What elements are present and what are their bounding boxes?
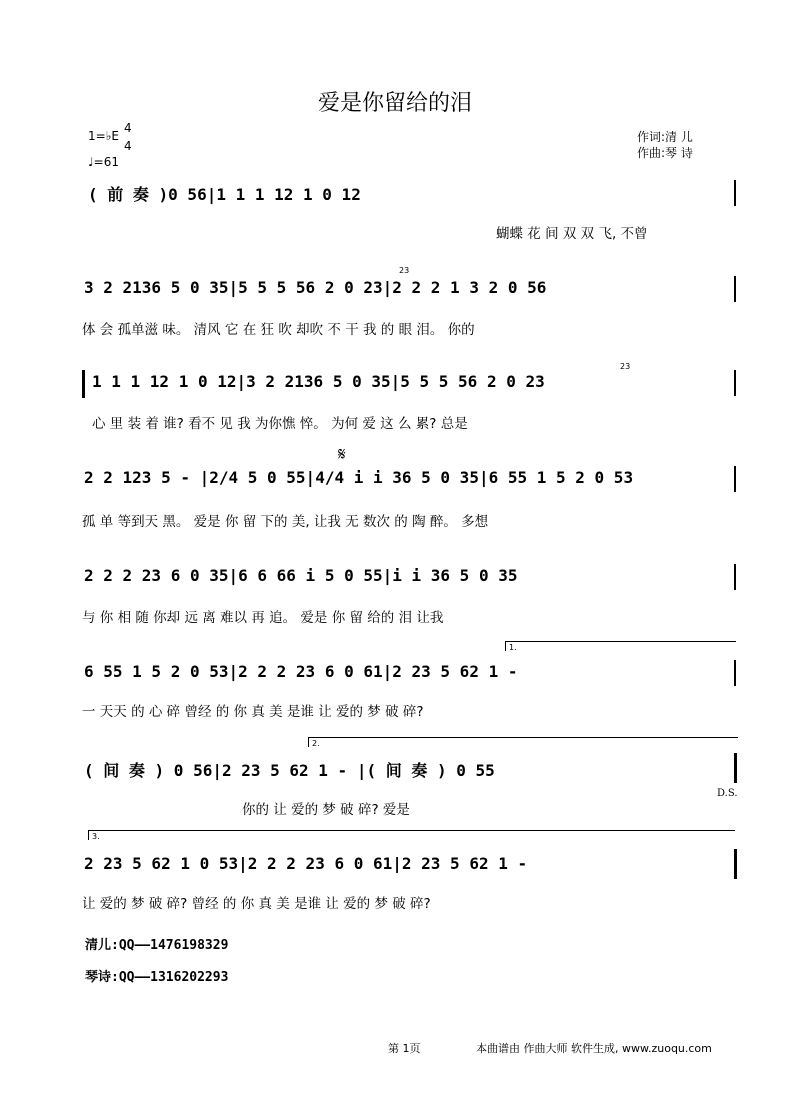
notation-row-8: 2 23 5 62 1 0 53|2 2 2 23 6 0 61|2 23 5 62 1 - bbox=[84, 854, 528, 873]
grace-note-label: 23 bbox=[399, 266, 410, 275]
key-signature: 1=♭E bbox=[88, 129, 119, 143]
grace-note-label: 23 bbox=[620, 362, 631, 371]
contact-composer: 琴诗:QQ——1316202293 bbox=[85, 970, 229, 985]
notation-row-3: 1 1 1 12 1 0 12|3 2 2136 5 0 35|5 5 5 56 2 0 23 bbox=[92, 372, 545, 391]
barline bbox=[734, 660, 736, 686]
lyric-row-2: 体 会 孤单滋 味。 清风 它 在 狂 吹 却吹 不 干 我 的 眼 泪。 你的 bbox=[82, 322, 475, 338]
lyric-row-7: 你的 让 爱的 梦 破 碎? 爱是 bbox=[242, 802, 410, 818]
volta-3-bracket bbox=[88, 830, 735, 831]
volta-2-bracket bbox=[308, 737, 738, 738]
lyric-row-5: 与 你 相 随 你却 远 离 难以 再 追。 爱是 你 留 给的 泪 让我 bbox=[82, 610, 444, 626]
volta-3-label: 3. bbox=[92, 832, 100, 841]
notation-row-4: 2 2 123 5 - |2/4 5 0 55|4/4 i i 36 5 0 35|6 55 1 5 2 0 53 bbox=[84, 468, 634, 487]
volta-1-hook bbox=[505, 641, 506, 651]
time-signature-top: 4 bbox=[124, 121, 132, 135]
lyricist-credit: 作词:清 儿 bbox=[637, 130, 693, 144]
barline bbox=[734, 180, 736, 206]
lyric-row-3: 心 里 装 着 谁? 看不 见 我 为你憔 悴。 为何 爱 这 么 累? 总是 bbox=[92, 416, 468, 432]
notation-row-2: 3 2 2136 5 0 35|5 5 5 56 2 0 23|2 2 2 1 3 2 0 56 bbox=[84, 278, 547, 297]
notation-row-5: 2 2 2 23 6 0 35|6 6 66 i 5 0 55|i i 36 5 0 35 bbox=[84, 566, 518, 585]
end-barline bbox=[734, 753, 737, 783]
lyric-row-8: 让 爱的 梦 破 碎? 曾经 的 你 真 美 是谁 让 爱的 梦 破 碎? bbox=[82, 896, 431, 912]
tempo-mark: ♩=61 bbox=[88, 155, 119, 169]
composer-credit: 作曲:琴 诗 bbox=[637, 146, 693, 160]
volta-2-label: 2. bbox=[312, 739, 320, 748]
lyric-row-6: 一 天天 的 心 碎 曾经 的 你 真 美 是谁 让 爱的 梦 破 碎? bbox=[82, 704, 424, 720]
page-number: 第 1页 bbox=[388, 1042, 421, 1055]
barline bbox=[734, 564, 736, 590]
segno-sign: 𝄋 bbox=[338, 444, 346, 465]
volta-2-hook bbox=[308, 737, 309, 747]
time-signature-bottom: 4 bbox=[124, 139, 132, 153]
volta-1-bracket bbox=[505, 641, 736, 642]
contact-lyricist: 清儿:QQ——1476198329 bbox=[85, 938, 229, 953]
notation-row-1: ( 前 奏 )0 56|1 1 1 12 1 0 12 bbox=[88, 185, 361, 204]
final-barline bbox=[734, 849, 737, 879]
volta-3-hook bbox=[88, 830, 89, 840]
lyric-row-1: 蝴蝶 花 间 双 双 飞, 不曾 bbox=[496, 226, 648, 242]
volta-1-label: 1. bbox=[509, 643, 517, 652]
dal-segno-mark: D.S. bbox=[717, 788, 738, 799]
page-title: 爱是你留给的泪 bbox=[317, 91, 472, 116]
barline bbox=[734, 370, 736, 396]
notation-row-6: 6 55 1 5 2 0 53|2 2 2 23 6 0 61|2 23 5 62 1 - bbox=[84, 662, 518, 681]
barline bbox=[734, 466, 736, 492]
repeat-start-barline bbox=[82, 370, 85, 398]
software-credit: 本曲谱由 作曲大师 软件生成, www.zuoqu.com bbox=[476, 1042, 712, 1055]
notation-row-7: ( 间 奏 ) 0 56|2 23 5 62 1 - |( 间 奏 ) 0 55 bbox=[84, 761, 495, 780]
barline bbox=[734, 276, 736, 302]
lyric-row-4: 孤 单 等到天 黑。 爱是 你 留 下的 美, 让我 无 数次 的 陶 醉。 多想 bbox=[82, 514, 489, 530]
